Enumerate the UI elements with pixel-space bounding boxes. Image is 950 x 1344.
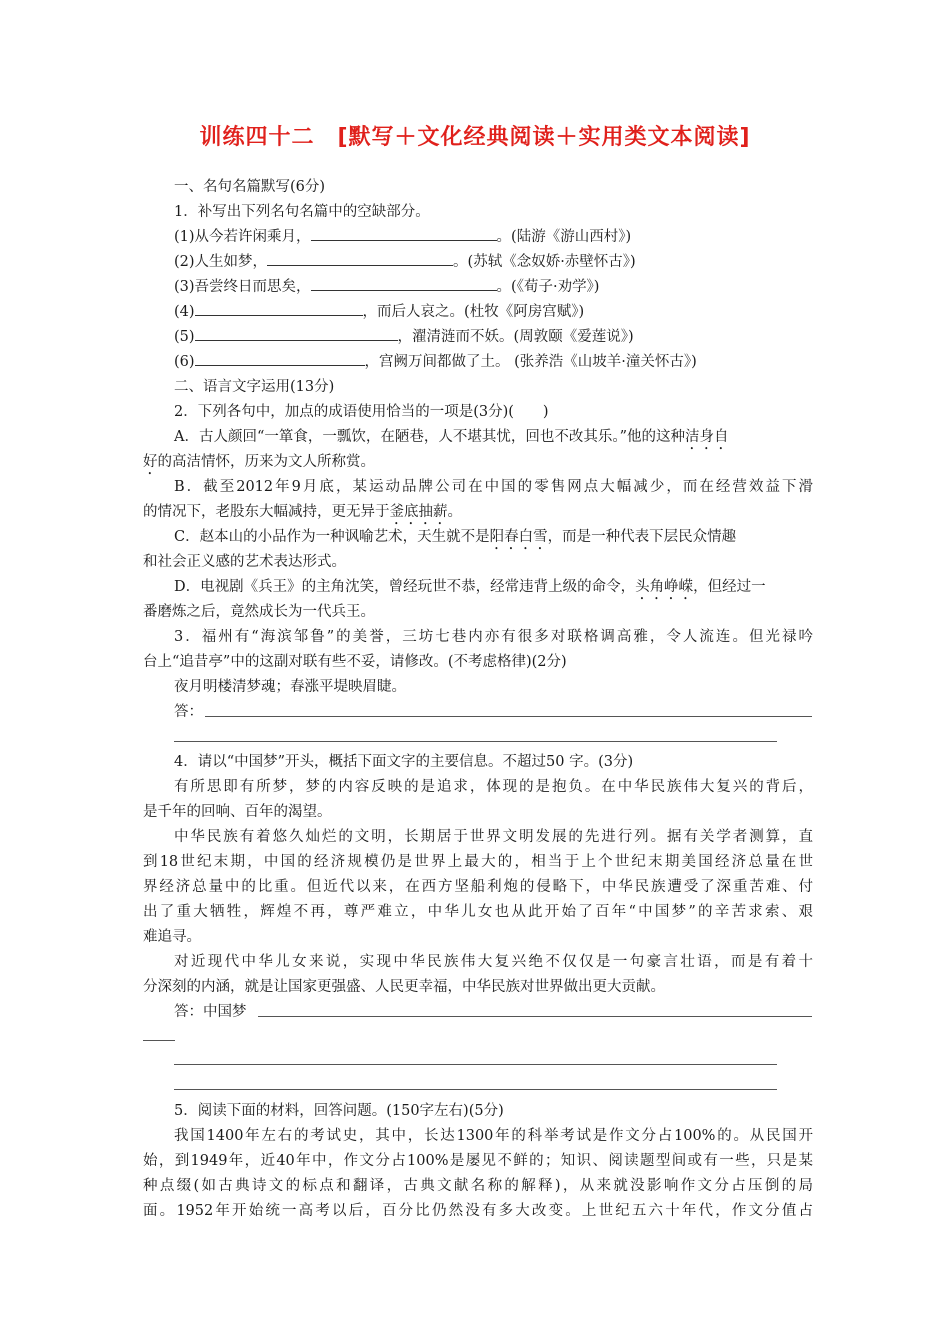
- blank-line[interactable]: [311, 226, 497, 241]
- q5-text-line: 始，到1949年，近40年中，作文分占100%是屡见不鲜的；知识、阅读题型间或有一些，只是某: [143, 1153, 813, 1169]
- dotted-idiom: 釜底抽薪: [389, 504, 448, 520]
- answer-line[interactable]: [174, 1089, 777, 1090]
- q4-text-line: 出了重大牺牲，辉煌不再，尊严难立，中华儿女也从此开始了百年“中国梦”的辛苦求索、艰: [143, 904, 813, 920]
- page-title: 训练四十二 [默写＋文化经典阅读＋实用类文本阅读]: [199, 125, 751, 150]
- question-2: 2．下列各句中，加点的成语使用恰当的一项是(3分)( ): [174, 404, 549, 420]
- dotted-idiom: 阳春白雪: [489, 529, 548, 545]
- q1-item-4: (4) ，而后人哀之。(杜牧《阿房宫赋》): [174, 301, 844, 323]
- section-2-heading: 二、语言文字运用(13分): [174, 379, 335, 395]
- q1-item-2: (2)人生如梦， 。(苏轼《念奴娇·赤壁怀古》): [174, 251, 844, 273]
- option-d-line-1: D．电视剧《兵王》的主角沈笑，曾经玩世不恭，经常违背上级的命令，头角峥嵘，但经过一: [174, 579, 766, 595]
- q1-item-3: (3)吾尝终日而思矣， 。(《荀子·劝学》): [174, 276, 844, 298]
- answer-line[interactable]: [205, 716, 812, 717]
- q5-text-line: 种点缀(如古典诗文的标点和翻译，古典文献名称的解释)，从来就没影响作文分占压倒的局: [143, 1178, 813, 1194]
- dotted-idiom: 洁身自: [685, 429, 729, 445]
- option-c-line-1: C．赵本山的小品作为一种讽喻艺术，天生就不是阳春白雪，而是一种代表下层民众情趣: [174, 529, 737, 545]
- question-5: 5．阅读下面的材料，回答问题。(150字左右)(5分): [174, 1103, 504, 1119]
- q1-item-6: (6) ，宫阙万间都做了土。 (张养浩《山坡羊·潼关怀古》): [174, 351, 844, 373]
- q4-text-line: 界经济总量中的比重。但近代以来，在西方坚船利炮的侵略下，中华民族遭受了深重苦难、付: [143, 879, 813, 895]
- q1-item-1: (1)从今若许闲乘月， 。(陆游《游山西村》): [174, 226, 844, 248]
- blank-line[interactable]: [311, 276, 497, 291]
- answer-line[interactable]: [143, 1040, 175, 1041]
- q1-item-5: (5) ，濯清涟而不妖。(周敦颐《爱莲说》): [174, 326, 844, 348]
- dotted-idiom: 头角峥嵘: [635, 579, 694, 595]
- option-a-line-1: A．古人颜回“一箪食，一瓢饮，在陋巷，人不堪其忧，回也不改其乐。”他的这种洁身自: [174, 429, 729, 445]
- option-a-line-2: 好的高洁情怀，历来为文人所称赏。: [143, 454, 375, 470]
- answer-line[interactable]: [174, 741, 777, 742]
- blank-line[interactable]: [195, 351, 365, 366]
- blank-line[interactable]: [195, 326, 398, 341]
- q4-text-line: 到18世纪末期，中国的经济规模仍是世界上最大的，相当于上个世纪末期美国经济总量在世: [143, 854, 813, 870]
- answer-line[interactable]: [258, 1016, 812, 1017]
- section-1-heading: 一、名句名篇默写(6分): [174, 179, 326, 195]
- option-b-line-1: B．截至2012年9月底，某运动品牌公司在中国的零售网点大幅减少，而在经营效益下滑: [174, 479, 813, 495]
- question-4: 4．请以“中国梦”开头，概括下面文字的主要信息。不超过50 字。(3分): [174, 754, 634, 770]
- question-3-line-1: 3．福州有“海滨邹鲁”的美誉，三坊七巷内亦有很多对联格调高雅，令人流连。但光禄吟: [174, 629, 813, 645]
- answer-label-q4: 答：中国梦: [174, 1004, 247, 1020]
- q5-text-line: 面。1952年开始统一高考以后，百分比仍然没有多大改变。上世纪五六十年代，作文分值占: [143, 1203, 813, 1219]
- option-c-line-2: 和社会正义感的艺术表达形式。: [143, 554, 346, 570]
- q5-text-line: 我国1400年左右的考试史，其中，长达1300年的科举考试是作文分占100%的。从民国开: [174, 1128, 813, 1144]
- question-3-line-2: 台上“追昔亭”中的这副对联有些不妥，请修改。(不考虑格律)(2分): [143, 654, 567, 670]
- q4-text-line: 有所思即有所梦，梦的内容反映的是追求，体现的是抱负。在中华民族伟大复兴的背后，: [174, 779, 813, 795]
- answer-label-q3: 答：: [174, 704, 203, 720]
- question-1: 1．补写出下列名句名篇中的空缺部分。: [174, 204, 430, 220]
- q4-text-line: 分深刻的内涵，就是让国家更强盛、人民更幸福，中华民族对世界做出更大贡献。: [143, 979, 665, 995]
- q4-text-line: 对近现代中华儿女来说，实现中华民族伟大复兴绝不仅仅是一句豪言壮语，而是有着十: [174, 954, 813, 970]
- q4-text-line: 中华民族有着悠久灿烂的文明，长期居于世界文明发展的先进行列。据有关学者测算，直: [174, 829, 813, 845]
- dotted-idiom: 好: [143, 454, 158, 470]
- blank-line[interactable]: [195, 301, 363, 316]
- q4-text-line: 是千年的回响、百年的渴望。: [143, 804, 332, 820]
- blank-line[interactable]: [267, 251, 453, 266]
- answer-line[interactable]: [174, 1064, 777, 1065]
- couplet: 夜月明楼清梦魂；春涨平堤映眉睫。: [174, 679, 406, 695]
- q4-text-line: 难追寻。: [143, 929, 201, 945]
- option-d-line-2: 番磨炼之后，竟然成长为一代兵王。: [143, 604, 375, 620]
- option-b-line-2: 的情况下，老股东大幅减持，更无异于釜底抽薪。: [143, 504, 462, 520]
